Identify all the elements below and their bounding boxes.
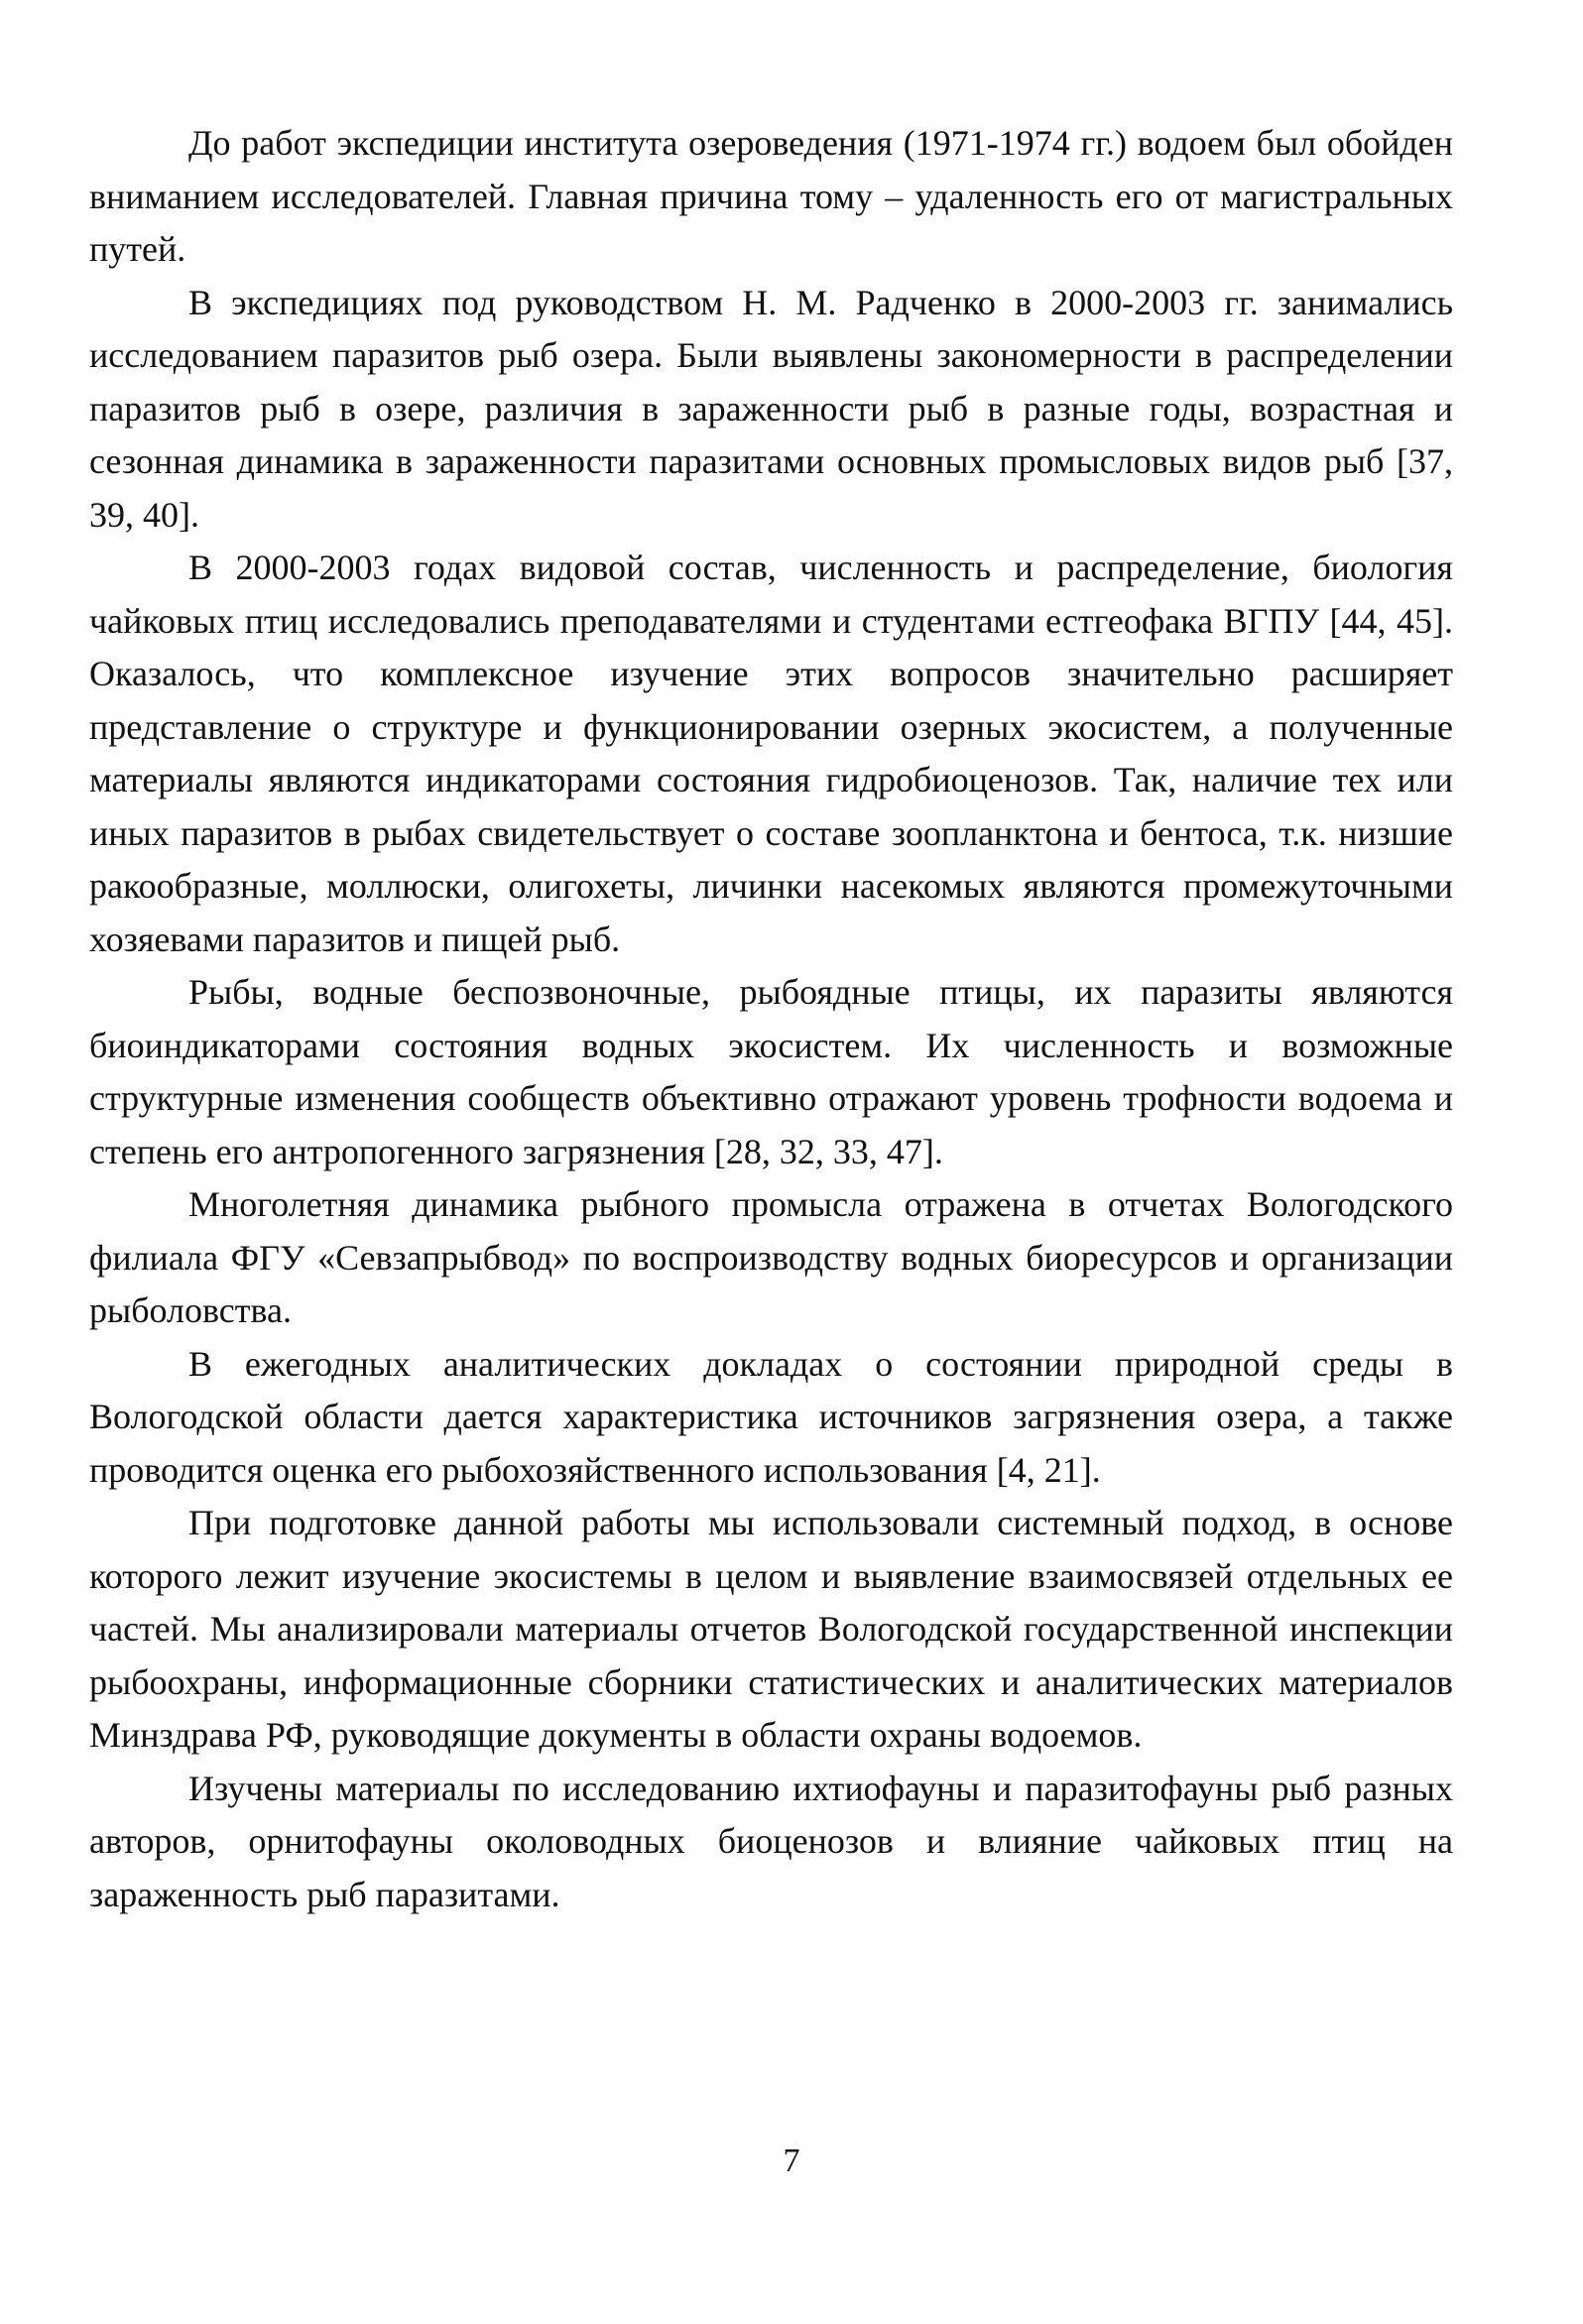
paragraph-5: Многолетняя динамика рыбного промысла отражена в отчетах Вологодского филиала ФГУ «Севзапрыбвод» по воспроизводству водных биоресурсов и организации рыболовства. [89,1184,1453,1330]
paragraph-8: Изучены материалы по исследованию ихтиофауны и паразитофауны рыб разных авторов, орнитофауны околоводных биоценозов и влияние чайковых птиц на зараженность рыб паразитами. [89,1768,1453,1914]
paragraph-1: До работ экспедиции института озероведения (1971-1974 гг.) водоем был обойден вниманием исследователей. Главная причина тому – удаленность его от магистральных путей. [89,123,1453,269]
body-text [89,117,1453,1921]
page-number: 7 [783,2142,800,2179]
paragraph-2: В экспедициях под руководством Н. М. Радченко в 2000-2003 гг. занимались исследованием паразитов рыб озера. Были выявлены закономерности в распределении паразитов рыб в озере, различия в зараженности рыб в разные годы, возрастная и сезонная динамика в зараженности паразитами основных промысловых видов рыб [37, 39, 40]. [89,282,1453,535]
paragraph-3: В 2000-2003 годах видовой состав, численность и распределение, биология чайковых птиц исследовались преподавателями и студентами естгеофака ВГПУ [44, 45]. Оказалось, что комплексное изучение этих вопросов значительно расширяет представление о структуре и функционировании озерных экосистем, а полученные материалы являются индикаторами состояния гидробиоценозов. Так, наличие тех или иных паразитов в рыбах свидетельствует о составе зоопланктона и бентоса, т.к. низшие ракообразные, моллюски, олигохеты, личинки насекомых являются промежуточными хозяевами паразитов и пищей рыб. [89,548,1453,959]
paragraph-7: При подготовке данной работы мы использовали системный подход, в основе которого лежит изучение экосистемы в целом и выявление взаимосвязей отдельных ее частей. Мы анализировали материалы отчетов Вологодской государственной инспекции рыбоохраны, информационные сборники статистических и аналитических материалов Минздрава РФ, руководящие документы в области охраны водоемов. [89,1503,1453,1755]
paragraph-4: Рыбы, водные беспозвоночные, рыбоядные птицы, их паразиты являются биоиндикаторами состояния водных экосистем. Их численность и возможные структурные изменения сообществ объективно отражают уровень трофности водоема и степень его антропогенного загрязнения [28, 32, 33, 47]. [89,972,1453,1171]
paragraph-6: В ежегодных аналитических докладах о состоянии природной среды в Вологодской области дается характеристика источников загрязнения озера, а также проводится оценка его рыбохозяйственного использования [4, 21]. [89,1343,1453,1490]
